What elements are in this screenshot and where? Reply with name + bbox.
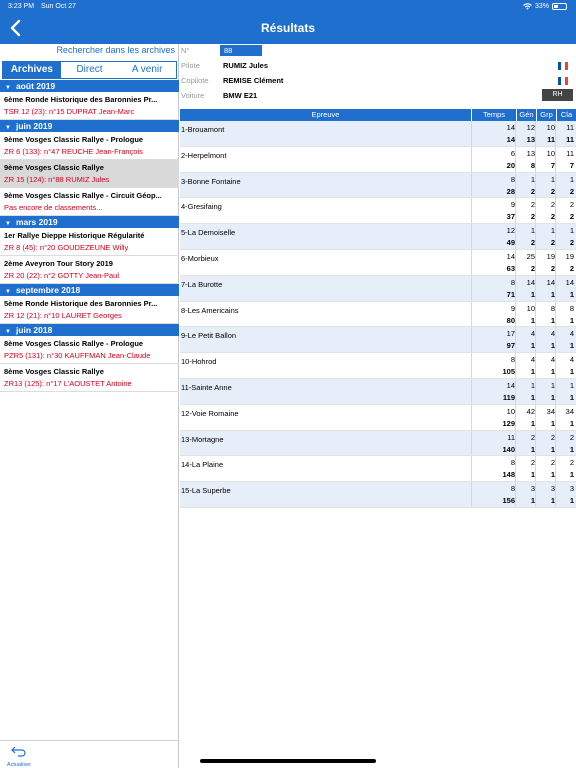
table-row[interactable] <box>180 327 576 353</box>
cumulative-time: 80 <box>506 315 515 325</box>
stage-name: 3-Bonne Fontaine <box>181 176 241 186</box>
stage-gen-rank: 1 <box>530 174 535 184</box>
refresh-icon <box>11 745 27 757</box>
pilot-name: RUMIZ Jules <box>223 61 269 70</box>
stage-cla-rank: 14 <box>565 277 574 287</box>
stage-gen-rank: 2 <box>530 432 535 442</box>
col-epreuve: Epreuve <box>180 109 471 121</box>
event-result: Pas encore de classements... <box>4 203 103 212</box>
overall-cla-rank: 1 <box>569 496 574 506</box>
event-name: 9ème Vosges Classic Rallye <box>4 163 104 172</box>
event-item[interactable] <box>0 228 179 256</box>
overall-cla-rank: 1 <box>569 341 574 351</box>
tab-archives[interactable]: Archives <box>3 62 61 78</box>
cumulative-time: 49 <box>506 238 515 248</box>
event-item[interactable] <box>0 92 179 120</box>
stage-name: 4-Gresifaing <box>181 202 222 212</box>
event-name: 8ème Vosges Classic Rallye - Prologue <box>4 339 144 348</box>
stage-cla-rank: 4 <box>569 329 574 339</box>
pilot-flag-icon <box>558 62 568 70</box>
overall-gen-rank: 1 <box>530 315 535 325</box>
overall-grp-rank: 2 <box>550 238 555 248</box>
table-row[interactable] <box>180 276 576 302</box>
left-panel <box>0 44 179 740</box>
overall-grp-rank: 1 <box>550 289 555 299</box>
category-badge: RH <box>542 89 573 101</box>
battery-icon <box>552 3 567 10</box>
stage-name: 11-Sainte Anne <box>181 382 232 392</box>
stage-time: 11 <box>507 432 515 442</box>
stage-name: 7-La Burotte <box>181 279 223 289</box>
table-row[interactable] <box>180 482 576 508</box>
stage-time: 14 <box>506 380 515 390</box>
overall-cla-rank: 11 <box>566 135 574 144</box>
overall-cla-rank: 1 <box>569 392 574 402</box>
month-header <box>0 284 179 296</box>
table-row[interactable] <box>180 121 576 147</box>
pilot-label: Pilote <box>181 61 200 70</box>
number-label: N° <box>181 46 190 55</box>
status-date: Sun Oct 27 <box>41 3 77 10</box>
event-name: 9ème Vosges Classic Rallye - Prologue <box>4 135 144 144</box>
table-row[interactable] <box>180 250 576 276</box>
month-label: juin 2018 <box>15 325 53 335</box>
stage-cla-rank: 1 <box>569 226 574 236</box>
cumulative-time: 129 <box>502 418 515 428</box>
stage-grp-rank: 2 <box>550 200 555 210</box>
stage-time: 9 <box>510 303 515 313</box>
month-label: mars 2019 <box>15 217 58 227</box>
overall-grp-rank: 1 <box>550 444 555 454</box>
overall-cla-rank: 1 <box>569 289 574 299</box>
overall-gen-rank: 1 <box>530 289 535 299</box>
col-grp: Grp <box>537 109 556 121</box>
cumulative-time: 119 <box>502 392 515 402</box>
number-field[interactable]: 88 <box>220 45 262 56</box>
stage-name: 2-Herpelmont <box>181 150 227 160</box>
overall-cla-rank: 1 <box>569 367 574 377</box>
stage-gen-rank: 4 <box>530 329 535 339</box>
bottom-toolbar <box>0 740 179 768</box>
table-row[interactable] <box>180 224 576 250</box>
event-name: 9ème Vosges Classic Rallye - Circuit Géop... <box>4 191 162 200</box>
collapse-triangle-icon: ▼ <box>5 125 11 131</box>
results-table <box>180 121 576 508</box>
stage-cla-rank: 2 <box>569 458 574 468</box>
stage-time: 10 <box>506 406 515 416</box>
table-row[interactable] <box>180 456 576 482</box>
status-time: 3:23 PM <box>8 3 35 10</box>
stage-cla-rank: 19 <box>565 251 574 261</box>
stage-cla-rank: 2 <box>569 432 574 442</box>
event-item[interactable] <box>0 188 179 216</box>
stage-grp-rank: 10 <box>546 123 555 132</box>
stage-name: 14-La Plaine <box>181 460 224 470</box>
event-result: ZR 15 (124): n°88 RUMIZ Jules <box>4 175 110 184</box>
overall-grp-rank: 1 <box>550 392 555 402</box>
copilot-name: REMISE Clément <box>223 76 284 85</box>
event-item[interactable] <box>0 256 179 284</box>
stage-grp-rank: 19 <box>546 251 555 261</box>
overall-grp-rank: 7 <box>550 160 555 170</box>
table-row[interactable] <box>180 353 576 379</box>
table-row[interactable] <box>180 147 576 173</box>
month-label: août 2019 <box>15 81 56 91</box>
overall-grp-rank: 1 <box>550 367 555 377</box>
stage-grp-rank: 1 <box>550 174 555 184</box>
cumulative-time: 148 <box>502 470 515 480</box>
stage-name: 9-Le Petit Ballon <box>181 331 237 341</box>
overall-cla-rank: 1 <box>569 315 574 325</box>
cumulative-time: 14 <box>506 135 515 144</box>
stage-time: 14 <box>506 123 515 132</box>
overall-cla-rank: 1 <box>569 418 574 428</box>
status-right <box>523 3 567 10</box>
stage-name: 5-La Demoiselle <box>181 228 236 238</box>
page-title: Résultats <box>260 21 316 35</box>
stage-gen-rank: 13 <box>526 148 535 158</box>
event-name: 1er Rallye Dieppe Historique Régularité <box>4 231 145 240</box>
event-item[interactable] <box>0 364 179 392</box>
stage-time: 14 <box>506 251 515 261</box>
stage-name: 15-La Superbe <box>181 486 231 496</box>
overall-gen-rank: 1 <box>530 444 535 454</box>
event-item[interactable] <box>0 160 179 188</box>
event-result: ZR 6 (133): n°47 REUCHE Jean-François <box>4 147 143 156</box>
overall-gen-rank: 1 <box>530 418 535 428</box>
stage-gen-rank: 42 <box>526 406 535 416</box>
cumulative-time: 97 <box>506 341 515 351</box>
overall-grp-rank: 2 <box>550 186 555 196</box>
event-list <box>0 80 179 392</box>
overall-gen-rank: 2 <box>530 186 535 196</box>
event-name: 2ème Aveyron Tour Story 2019 <box>4 259 113 268</box>
overall-gen-rank: 2 <box>530 263 535 273</box>
stage-time: 17 <box>506 329 515 339</box>
stage-gen-rank: 14 <box>526 277 535 287</box>
stage-cla-rank: 3 <box>569 484 574 494</box>
overall-cla-rank: 7 <box>569 160 574 170</box>
tab-a-venir[interactable]: A venir <box>131 64 163 75</box>
table-row[interactable] <box>180 302 576 328</box>
stage-name: 10-Hohrod <box>181 357 217 367</box>
overall-grp-rank: 2 <box>550 263 555 273</box>
stage-time: 12 <box>506 226 515 236</box>
overall-grp-rank: 1 <box>550 418 555 428</box>
overall-gen-rank: 1 <box>530 496 535 506</box>
month-header <box>0 120 179 132</box>
stage-grp-rank: 3 <box>550 484 555 494</box>
copilot-label: Copilote <box>181 76 209 85</box>
stage-name: 1-Brouamont <box>181 125 225 134</box>
stage-cla-rank: 11 <box>566 148 574 158</box>
stage-name: 6-Morbieux <box>181 253 219 263</box>
stage-gen-rank: 25 <box>526 251 535 261</box>
col-cla: Cla <box>557 109 576 121</box>
stage-time: 6 <box>510 148 515 158</box>
overall-gen-rank: 1 <box>530 470 535 480</box>
event-item[interactable] <box>0 296 179 324</box>
col-temps: Temps <box>472 109 516 121</box>
overall-cla-rank: 2 <box>569 212 574 222</box>
car-name: BMW E21 <box>223 91 258 100</box>
overall-cla-rank: 2 <box>569 238 574 248</box>
cumulative-time: 28 <box>506 186 515 196</box>
stage-gen-rank: 4 <box>530 355 535 365</box>
stage-cla-rank: 1 <box>569 380 574 390</box>
event-item[interactable] <box>0 132 179 160</box>
search-archives-link[interactable]: Rechercher dans les archives <box>56 45 175 55</box>
stage-time: 8 <box>510 458 515 468</box>
table-row[interactable] <box>180 198 576 224</box>
stage-grp-rank: 4 <box>550 355 555 365</box>
overall-grp-rank: 2 <box>550 212 555 222</box>
stage-grp-rank: 2 <box>550 432 555 442</box>
copilot-flag-icon <box>558 77 568 85</box>
event-result: PZR5 (131): n°30 KAUFFMAN Jean-Claude <box>4 351 151 360</box>
table-row[interactable] <box>180 379 576 405</box>
stage-time: 8 <box>510 355 515 365</box>
event-result: ZR 8 (45): n°20 GOUDEZEUNE Willy <box>4 243 129 252</box>
overall-cla-rank: 2 <box>569 186 574 196</box>
overall-grp-rank: 1 <box>550 470 555 480</box>
table-header <box>180 109 576 121</box>
cumulative-time: 71 <box>506 289 515 299</box>
segmented-tabs <box>2 61 177 79</box>
overall-gen-rank: 8 <box>530 160 535 170</box>
event-result: ZR 20 (22): n°2 GOTTY Jean-Paul <box>4 271 119 280</box>
stage-gen-rank: 10 <box>526 303 535 313</box>
cumulative-time: 140 <box>502 444 515 454</box>
stage-cla-rank: 4 <box>569 355 574 365</box>
table-row[interactable] <box>180 405 576 431</box>
status-bar <box>0 2 576 16</box>
event-name: 8ème Vosges Classic Rallye <box>4 367 104 376</box>
stage-cla-rank: 34 <box>565 406 574 416</box>
stage-grp-rank: 1 <box>550 380 555 390</box>
collapse-triangle-icon: ▼ <box>5 221 11 227</box>
stage-name: 8-Les Americains <box>181 305 239 315</box>
home-indicator <box>200 759 376 763</box>
stage-cla-rank: 1 <box>569 174 574 184</box>
stage-grp-rank: 14 <box>546 277 555 287</box>
overall-gen-rank: 2 <box>530 212 535 222</box>
overall-gen-rank: 2 <box>530 238 535 248</box>
stage-time: 9 <box>510 200 515 210</box>
cumulative-time: 20 <box>506 160 515 170</box>
stage-time: 8 <box>510 484 515 494</box>
table-row[interactable] <box>180 431 576 457</box>
table-row[interactable] <box>180 173 576 199</box>
tab-direct[interactable]: Direct <box>76 64 103 75</box>
stage-name: 12-Voie Romaine <box>181 408 239 418</box>
overall-grp-rank: 1 <box>550 496 555 506</box>
battery-percent: 33% <box>534 3 549 10</box>
stage-grp-rank: 4 <box>550 329 555 339</box>
stage-time: 8 <box>510 277 515 287</box>
cumulative-time: 63 <box>506 263 515 273</box>
col-gen: Gén <box>517 109 536 121</box>
month-label: septembre 2018 <box>15 285 81 295</box>
overall-gen-rank: 13 <box>526 135 535 144</box>
stage-grp-rank: 10 <box>546 148 555 158</box>
stage-grp-rank: 8 <box>550 303 555 313</box>
stage-cla-rank: 11 <box>566 123 574 132</box>
event-result: ZR 12 (21): n°10 LAURET Georges <box>4 311 122 320</box>
stage-gen-rank: 1 <box>530 226 535 236</box>
cumulative-time: 37 <box>506 212 515 222</box>
stage-name: 13-Mortagne <box>181 434 224 444</box>
stage-grp-rank: 1 <box>550 226 555 236</box>
overall-cla-rank: 1 <box>569 470 574 480</box>
overall-gen-rank: 1 <box>530 367 535 377</box>
stage-time: 8 <box>510 174 515 184</box>
overall-gen-rank: 1 <box>530 341 535 351</box>
month-header <box>0 80 179 92</box>
event-result: TSR 12 (23): n°15 DUPRAT Jean-Marc <box>4 107 135 116</box>
stage-gen-rank: 2 <box>530 200 535 210</box>
month-header <box>0 216 179 228</box>
stage-gen-rank: 1 <box>530 380 535 390</box>
stage-grp-rank: 2 <box>550 458 555 468</box>
overall-grp-rank: 1 <box>550 315 555 325</box>
stage-cla-rank: 2 <box>569 200 574 210</box>
overall-cla-rank: 2 <box>569 263 574 273</box>
refresh-label: Actualiser <box>6 762 32 768</box>
stage-cla-rank: 8 <box>569 303 574 313</box>
overall-gen-rank: 1 <box>530 392 535 402</box>
event-name: 6ème Ronde Historique des Baronnies Pr... <box>4 95 158 104</box>
stage-gen-rank: 2 <box>530 458 535 468</box>
overall-cla-rank: 1 <box>569 444 574 454</box>
overall-grp-rank: 1 <box>550 341 555 351</box>
collapse-triangle-icon: ▼ <box>5 329 11 335</box>
stage-grp-rank: 34 <box>546 406 555 416</box>
collapse-triangle-icon: ▼ <box>5 289 11 295</box>
collapse-triangle-icon: ▼ <box>5 85 11 91</box>
car-label: Voiture <box>181 91 205 100</box>
stage-gen-rank: 12 <box>526 123 535 132</box>
event-item[interactable] <box>0 336 179 364</box>
wifi-icon <box>523 3 532 10</box>
overall-grp-rank: 11 <box>547 135 555 144</box>
navigation-bar <box>0 0 576 44</box>
month-label: juin 2019 <box>15 121 53 131</box>
cumulative-time: 105 <box>502 367 515 377</box>
event-name: 5ème Ronde Historique des Baronnies Pr... <box>4 299 158 308</box>
event-result: ZR13 (125): n°17 L'AOUSTET Antoine <box>4 379 132 388</box>
refresh-button[interactable] <box>6 744 32 768</box>
cumulative-time: 156 <box>502 496 515 506</box>
month-header <box>0 324 179 336</box>
stage-gen-rank: 3 <box>530 484 535 494</box>
